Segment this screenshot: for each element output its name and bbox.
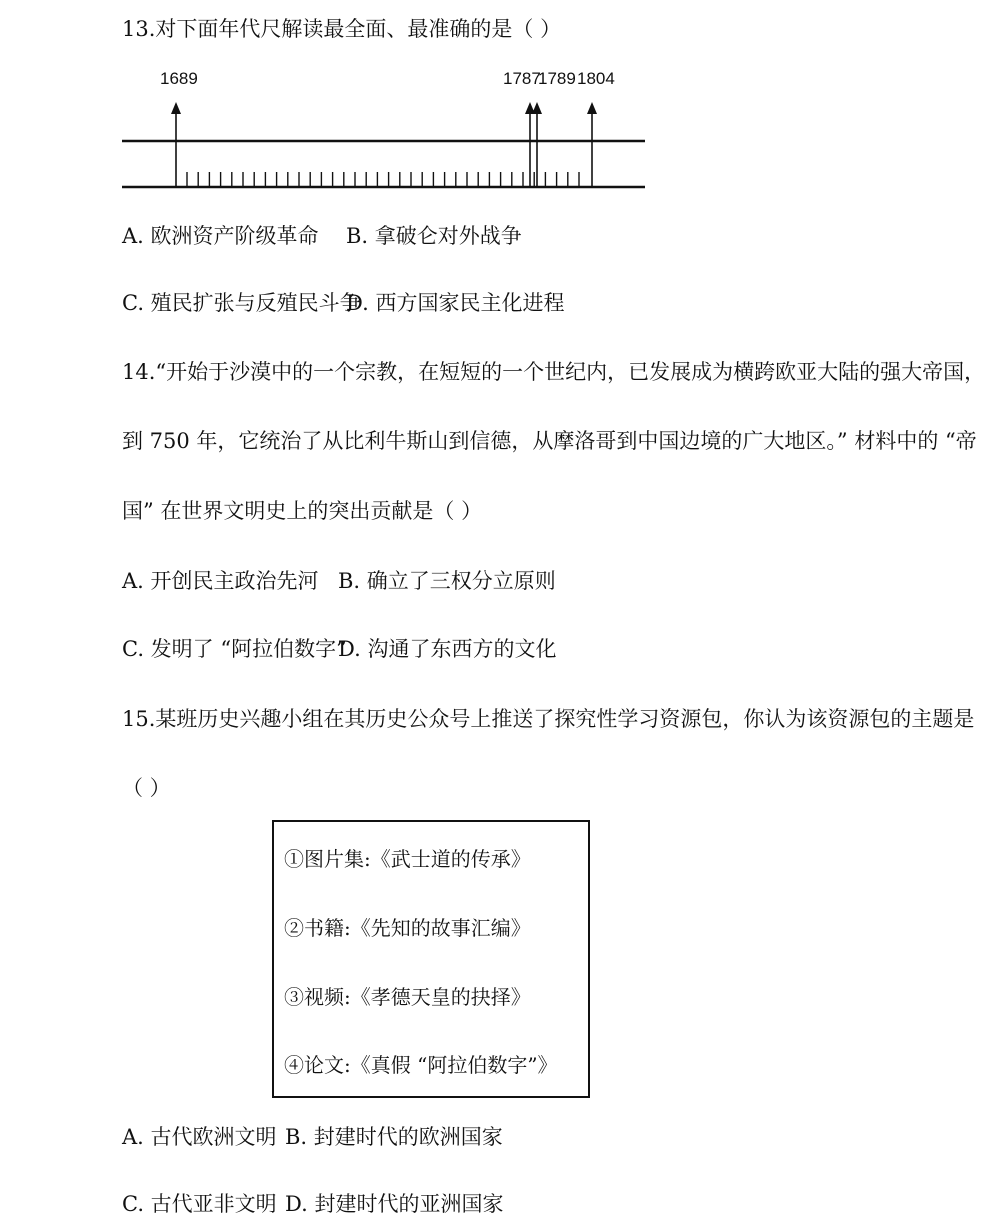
q15-stem-line1: 15.某班历史兴趣小组在其历史公众号上推送了探究性学习资源包，你认为该资源包的主题是 <box>122 707 975 731</box>
q15-stem-line2: （ ） <box>122 776 171 800</box>
q15-option-a[interactable]: A. 古代欧洲文明 <box>122 1125 277 1149</box>
q14-option-a[interactable]: A. 开创民主政治先河 <box>122 569 319 593</box>
resource-item-2: ②书籍:《先知的故事汇编》 <box>284 916 531 940</box>
arrow-1689 <box>171 102 181 187</box>
label-1689: 1689 <box>160 69 198 88</box>
resource-item-1: ①图片集:《武士道的传承》 <box>284 847 531 871</box>
q13-option-b[interactable]: B. 拿破仑对外战争 <box>346 224 522 248</box>
q14-option-d[interactable]: D. 沟通了东西方的文化 <box>338 637 557 661</box>
arrow-1804 <box>587 102 597 187</box>
q13-option-d[interactable]: D. 西方国家民主化进程 <box>346 291 565 315</box>
label-1804: 1804 <box>577 69 615 88</box>
q15-option-b[interactable]: B. 封建时代的欧洲国家 <box>285 1125 503 1149</box>
q14-option-c[interactable]: C. 发明了 “阿拉伯数字” <box>122 637 347 661</box>
q13-timeline-ruler <box>0 60 867 200</box>
timeline-ticks <box>187 172 579 186</box>
q14-stem-line3: 国” 在世界文明史上的突出贡献是（ ） <box>122 499 483 523</box>
label-1789: 1789 <box>538 69 576 88</box>
q15-resource-box <box>272 820 590 1098</box>
resource-item-4: ④论文:《真假 “阿拉伯数字”》 <box>284 1053 558 1077</box>
q13-option-a[interactable]: A. 欧洲资产阶级革命 <box>122 224 319 248</box>
q14-option-b[interactable]: B. 确立了三权分立原则 <box>338 569 556 593</box>
q14-stem-line2: 到 750 年，它统治了从比利牛斯山到信德，从摩洛哥到中国边境的广大地区。” 材料中的 “帝 <box>122 429 977 453</box>
label-1787: 1787 <box>503 69 541 88</box>
q14-stem-line1: 14.“开始于沙漠中的一个宗教，在短短的一个世纪内，已发展成为横跨欧亚大陆的强大帝国， <box>122 360 985 384</box>
q13-option-c[interactable]: C. 殖民扩张与反殖民斗争 <box>122 291 361 315</box>
q13-stem: 13.对下面年代尺解读最全面、最准确的是（ ） <box>122 17 562 41</box>
q15-option-c[interactable]: C. 古代亚非文明 <box>122 1192 277 1216</box>
resource-item-3: ③视频:《孝德天皇的抉择》 <box>284 985 531 1009</box>
q15-option-d[interactable]: D. 封建时代的亚洲国家 <box>285 1192 504 1216</box>
